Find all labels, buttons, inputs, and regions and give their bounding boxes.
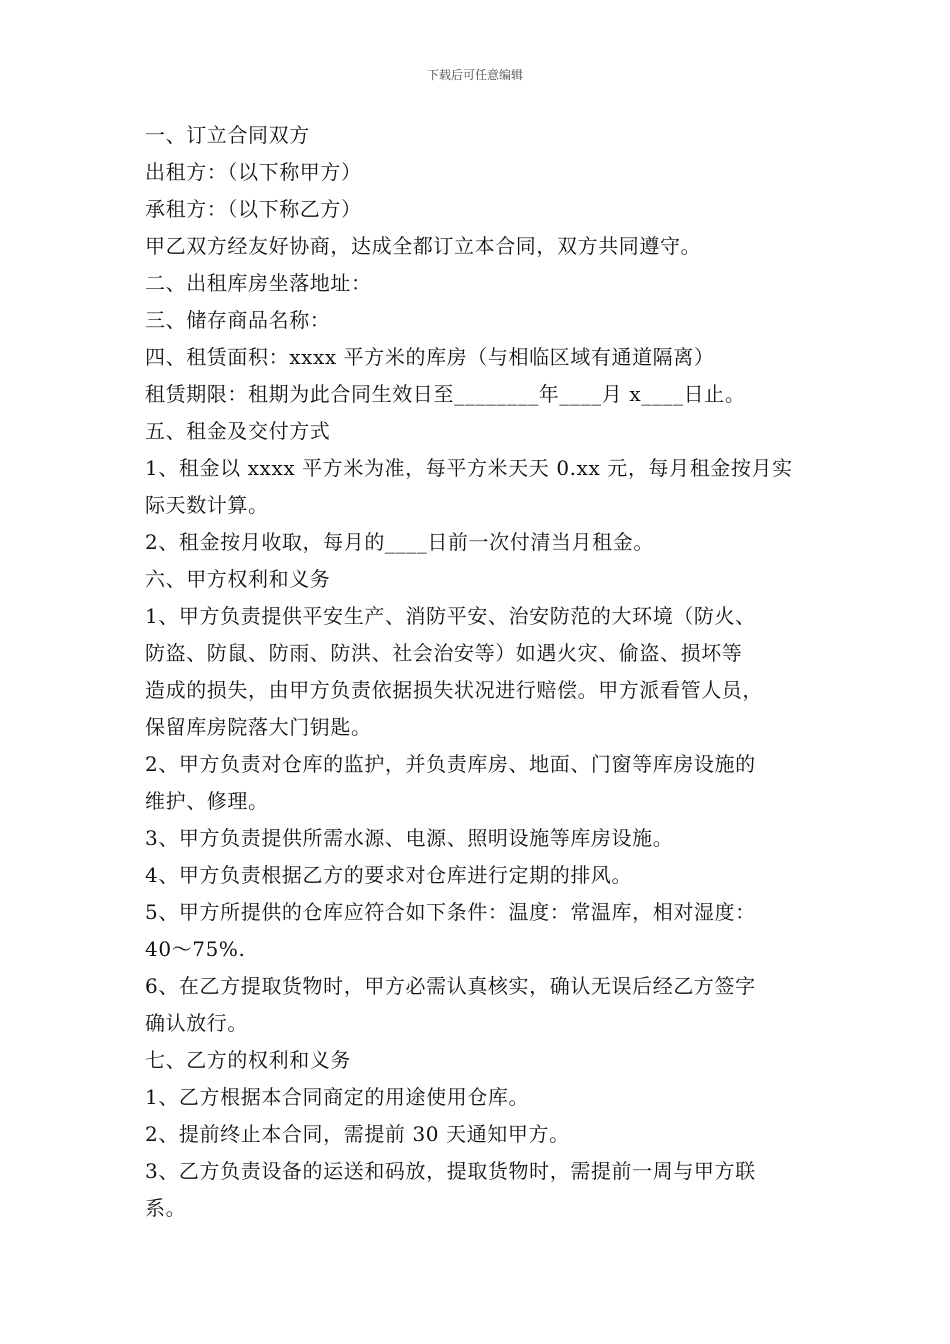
lessor-clause-3: 3、甲方负责提供所需水源、电源、照明设施等库房设施。 <box>145 826 674 850</box>
lessor-clause-5: 5、甲方所提供的仓库应符合如下条件：温度：常温库，相对湿度： <box>145 900 756 924</box>
section-heading-lessee-rights: 七、乙方的权利和义务 <box>145 1048 351 1072</box>
contract-body <box>145 117 825 1227</box>
section-heading-parties: 一、订立合同双方 <box>145 123 310 147</box>
lessee-clause-3-cont: 系。 <box>145 1196 187 1220</box>
lease-area-line: 四、租赁面积：xxxx 平方米的库房（与相临区域有通道隔离） <box>145 345 715 369</box>
agreement-statement: 甲乙双方经友好协商，达成全都订立本合同，双方共同遵守。 <box>145 234 702 258</box>
rent-clause-1-cont: 际天数计算。 <box>145 493 269 517</box>
lessee-clause-3: 3、乙方负责设备的运送和码放，提取货物时，需提前一周与甲方联 <box>145 1159 756 1183</box>
section-heading-rent: 五、租金及交付方式 <box>145 419 331 443</box>
lessor-clause-1-cont: 保留库房院落大门钥匙。 <box>145 715 372 739</box>
section-heading-address: 二、出租库房坐落地址： <box>145 271 372 295</box>
lessor-clause-6: 6、在乙方提取货物时，甲方必需认真核实，确认无误后经乙方签字 <box>145 974 756 998</box>
lessor-clause-6-cont: 确认放行。 <box>145 1011 248 1035</box>
lessor-clause-1: 1、甲方负责提供平安生产、消防平安、治安防范的大环境（防火、 <box>145 604 756 628</box>
rent-clause-1: 1、租金以 xxxx 平方米为准，每平方米天天 0.xx 元，每月租金按月实 <box>145 456 793 480</box>
section-heading-goods: 三、储存商品名称： <box>145 308 331 332</box>
lessor-clause-2-cont: 维护、修理。 <box>145 789 269 813</box>
lessor-clause-1-cont: 防盗、防鼠、防雨、防洪、社会治安等）如遇火灾、偷盗、损坏等 <box>145 641 743 665</box>
lessor-clause-1-cont: 造成的损失，由甲方负责依据损失状况进行赔偿。甲方派看管人员， <box>145 678 763 702</box>
lessor-clause-4: 4、甲方负责根据乙方的要求对仓库进行定期的排风。 <box>145 863 633 887</box>
lessor-clause-5-cont: 40～75%. <box>145 937 246 961</box>
lessor-line: 出租方：（以下称甲方） <box>145 160 362 184</box>
lessee-clause-2: 2、提前终止本合同，需提前 30 天通知甲方。 <box>145 1122 570 1146</box>
rent-clause-2: 2、租金按月收取，每月的____日前一次付清当月租金。 <box>145 530 654 554</box>
lessee-line: 承租方：（以下称乙方） <box>145 197 362 221</box>
lessee-clause-1: 1、乙方根据本合同商定的用途使用仓库。 <box>145 1085 530 1109</box>
page-header: 下载后可任意编辑 <box>426 68 523 82</box>
section-heading-lessor-rights: 六、甲方权利和义务 <box>145 567 331 591</box>
lessor-clause-2: 2、甲方负责对仓库的监护，并负责库房、地面、门窗等库房设施的 <box>145 752 756 776</box>
lease-term-line: 租赁期限：租期为此合同生效日至________年____月 x____日止。 <box>145 382 746 406</box>
